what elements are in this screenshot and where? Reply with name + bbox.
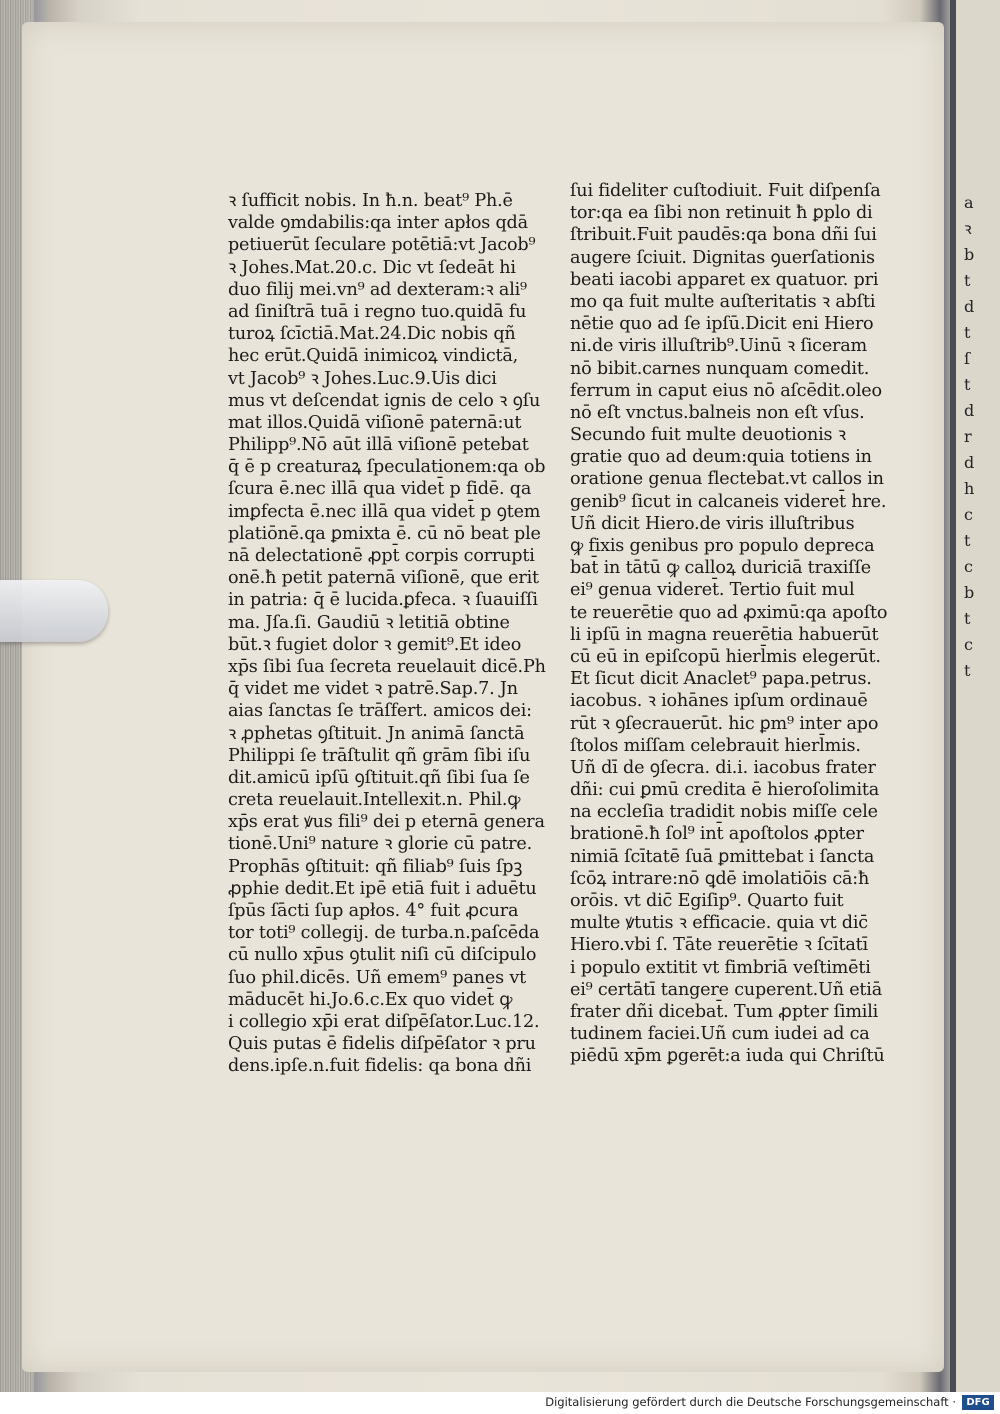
text-line: bat̄ in tātū ꝙ calloꝝ duriciā traxiſſe (570, 558, 872, 579)
text-line: Uñ dī de ꝯſecra. di.i. iacobus frater (570, 757, 876, 778)
text-line: platiōnē.qa ꝑmixta ē. cū nō beat ple (228, 523, 541, 544)
text-line: vt Jacob⁹ ꝛ Johes.Luc.9.Uis dici (228, 368, 497, 389)
text-line: q̄ videt me videt ꝛ patrē.Sap.7. Jn (228, 679, 518, 700)
text-line: nō eſt vnctus.balneis non eſt vſus. (570, 402, 865, 423)
text-line: ſcura ē.nec illā qua videt̄ p fidē. qa (228, 479, 532, 500)
footer-bar (0, 1392, 1000, 1414)
text-line: iacobus. ꝛ iohānes ipſum ordinauē (570, 691, 868, 712)
text-line: i populo extitit vt fimbriā veſtimēti (570, 957, 871, 978)
text-line: li ipſū in magna reuerētia habuerūt (570, 624, 879, 645)
text-line: te reuerētie quo ad ꝓximū:qa apoſto (570, 602, 888, 623)
text-line: nā delectationē ꝓpt̄ corpis corrupti (228, 546, 535, 566)
text-line: nētie quo ad ſe ipſū.Dicit eni Hiero (570, 314, 874, 335)
text-line: na eccleſia tradidit nobis miſſe cele (570, 802, 878, 823)
facing-page-text: a ꝛ b t d t ſ t d r d h c t c b t c t (964, 193, 975, 680)
text-line: Uñ dicit Hiero.de viris illuſtribus (570, 513, 855, 534)
text-line: onē.ħ petit paternā viſionē, que erit (228, 568, 539, 589)
text-line: i collegio xp̄i erat diſpēſator.Luc.12. (228, 1011, 540, 1032)
text-line: dit.amicū ipſū ꝯſtituit.qñ ſibi ſua ſe (228, 767, 530, 788)
text-line: genib⁹ ſicut in calcaneis videret̄ hre. (570, 491, 887, 512)
text-line: beati iacobi apparet ex quatuor. pri (570, 269, 879, 290)
text-line: augere ſciuit. Dignitas ꝯuerſationis (570, 247, 875, 268)
text-line: in patria: q̄ ē lucida.ꝑfeca. ꝛ ſuauiſſi (228, 590, 538, 611)
text-line: ſcōꝝ intrare:nō ꝗdē imolatiōis cā:ħ (570, 868, 870, 889)
text-line: turoꝝ ſcīctiā.Mat.24.Dic nobis qñ (228, 324, 516, 345)
text-line: q̄ ē p creaturaꝝ ſpeculationem:qa ob (228, 457, 546, 478)
footer-credit: Digitalisierung gefördert durch die Deutsche Forschungsgemeinschaft · (545, 1395, 956, 1409)
text-line: ſtribuit.Fuit paudēs:qa bona dñi ſui (570, 225, 877, 246)
text-line: orōis. vt dic̄ Egiſip⁹. Quarto fuit (570, 891, 844, 911)
text-line: ꝓphie dedit.Et ipē etiā fuit i aduētu (228, 878, 537, 899)
text-line: hec erūt.Quidā inimicoꝝ vindictā, (228, 346, 519, 367)
text-line: ma. Jſa.ſi. Gaudiū ꝛ letitiā obtine (228, 612, 510, 633)
text-line: dens.ipſe.n.fuit fidelis: qa bona dñi (228, 1056, 532, 1077)
text-line: Prophās ꝯſtituit: qñ filiab⁹ ſuis ſpꝫ (228, 856, 523, 877)
text-line: xp̄s erat ꝟus fili⁹ dei p eternā genera (228, 812, 545, 833)
text-line: ad ſiniſtrā tuā i regno tuo.quidā fu (228, 301, 527, 322)
bookmark-strip (0, 580, 108, 642)
text-line: petiuerūt ſeculare potētiā:vt Jacob⁹ (228, 235, 536, 256)
text-line: ꝛ ꝓphetas ꝯſtituit. Jn animā ſanctā (228, 723, 525, 744)
text-line: frater dñi dicebat̄. Tum ꝓpter ſimili (570, 1001, 879, 1022)
text-line: ei⁹ certātī tangere cuperent.Uñ etiā (570, 979, 883, 1000)
left-text-column (228, 190, 548, 1078)
text-line: gratie quo ad deum:quia totiens in (570, 447, 872, 468)
text-line: Quis putas ē fidelis diſpēſator ꝛ pru (228, 1034, 536, 1055)
text-line: xp̄s ſibi ſua ſecreta reuelauit dicē.Ph (228, 656, 546, 677)
text-line: imꝑfecta ē.nec illā qua videt̄ p ꝯtem (228, 501, 541, 522)
text-line: nō bibit.carnes nunquam comedit. (570, 358, 870, 379)
text-line: cū eū in epiſcopū hierl̄mis elegerūt. (570, 646, 881, 667)
text-line: ſpūs ſācti ſup apłos. 4° fuit ꝓcura (228, 901, 519, 921)
text-line: Et ſicut dicit Anaclet⁹ papa.petrus. (570, 669, 872, 690)
text-line: mus vt deſcendat ignis de celo ꝛ ꝯſu (228, 390, 541, 411)
text-line: oratione genua flectebat.vt callos in (570, 469, 884, 490)
text-line: Hiero.vbi ſ. Tāte reuerētie ꝛ ſcītatī (570, 935, 868, 956)
text-line: ſuo phil.dicēs. Uñ emem⁹ panes vt (228, 967, 526, 988)
text-line: multe ꝟtutis ꝛ efficacie. quia vt dic̄ (570, 913, 868, 934)
text-line: būt.ꝛ fugiet dolor ꝛ gemit⁹.Et ideo (228, 634, 522, 655)
text-line: brationē.ħ ſol⁹ int̄ apoſtolos ꝓpter (570, 824, 864, 845)
text-line: tudinem faciei.Uñ cum iudei ad ca (570, 1024, 870, 1045)
text-line: ſui fideliter cuſtodiuit. Fuit diſpenſa (570, 181, 881, 201)
text-line: nimiā ſcītatē ſuā ꝑmittebat i ſancta (570, 846, 875, 867)
text-line: ferrum in caput eius nō aſcēdit.oleo (570, 380, 882, 401)
text-line: ꝛ ſufficit nobis. In ħ.n. beat⁹ Ph.ē (228, 191, 513, 211)
text-line: Philipp⁹.Nō aūt illā viſionē petebat (228, 435, 529, 456)
text-line: ꝛ Johes.Mat.20.c. Dic vt ſedeāt hi (228, 257, 516, 278)
text-line: Philippi ſe trāſtulit qñ grām ſibi iſu (228, 745, 531, 766)
text-line: piēdū xp̄m ꝑgerēt:a iuda qui Chriſtū (570, 1046, 885, 1067)
text-line: tor toti⁹ collegij. de turba.n.paſcēda (228, 923, 540, 944)
text-line: aias ſanctas ſe trāſfert. amicos dei: (228, 701, 532, 722)
text-line: mat illos.Quidā viſionē paternā:ut (228, 412, 522, 433)
text-line: duo filij mei.vn⁹ ad dexteram:ꝛ ali⁹ (228, 279, 527, 300)
text-line: ni.de viris illuſtrib⁹.Uinū ꝛ ſiceram (570, 336, 868, 357)
text-line: ꝙ fixis genibus pro populo depreca (570, 536, 875, 556)
text-line: mo qa fuit multe auſteritatis ꝛ abſti (570, 291, 876, 312)
text-line: māducēt hi.Jo.6.c.Ex quo videt̄ ꝙ (228, 989, 513, 1010)
right-text-column (570, 180, 890, 1068)
text-line: valde ꝯmdabilis:qa inter apłos qdā (228, 213, 528, 234)
text-line: rūt ꝛ ꝯſecrauerūt. hic ꝑm⁹ inter apo (570, 713, 879, 734)
text-line: ei⁹ genua videret̄. Tertio fuit mul (570, 580, 855, 601)
text-line: dñi: cui ꝑmū credita ē hieroſolimita (570, 780, 880, 801)
facing-page-edge (950, 0, 1000, 1392)
text-line: tor:qa ea ſibi non retinuit ħ ꝑplo di (570, 203, 873, 224)
text-line: Secundo fuit multe deuotionis ꝛ (570, 425, 846, 446)
text-line: creta reuelauit.Intellexit.n. Phil.ꝙ (228, 790, 521, 811)
text-line: tionē.Uni⁹ nature ꝛ glorie cū patre. (228, 834, 532, 855)
dfg-logo: DFG (962, 1395, 994, 1410)
text-line: ſtolos miſſam celebrauit hierl̄mis. (570, 735, 861, 756)
text-line: cū nullo xp̄us ꝯtulit niſi cū diſcipulo (228, 945, 537, 966)
